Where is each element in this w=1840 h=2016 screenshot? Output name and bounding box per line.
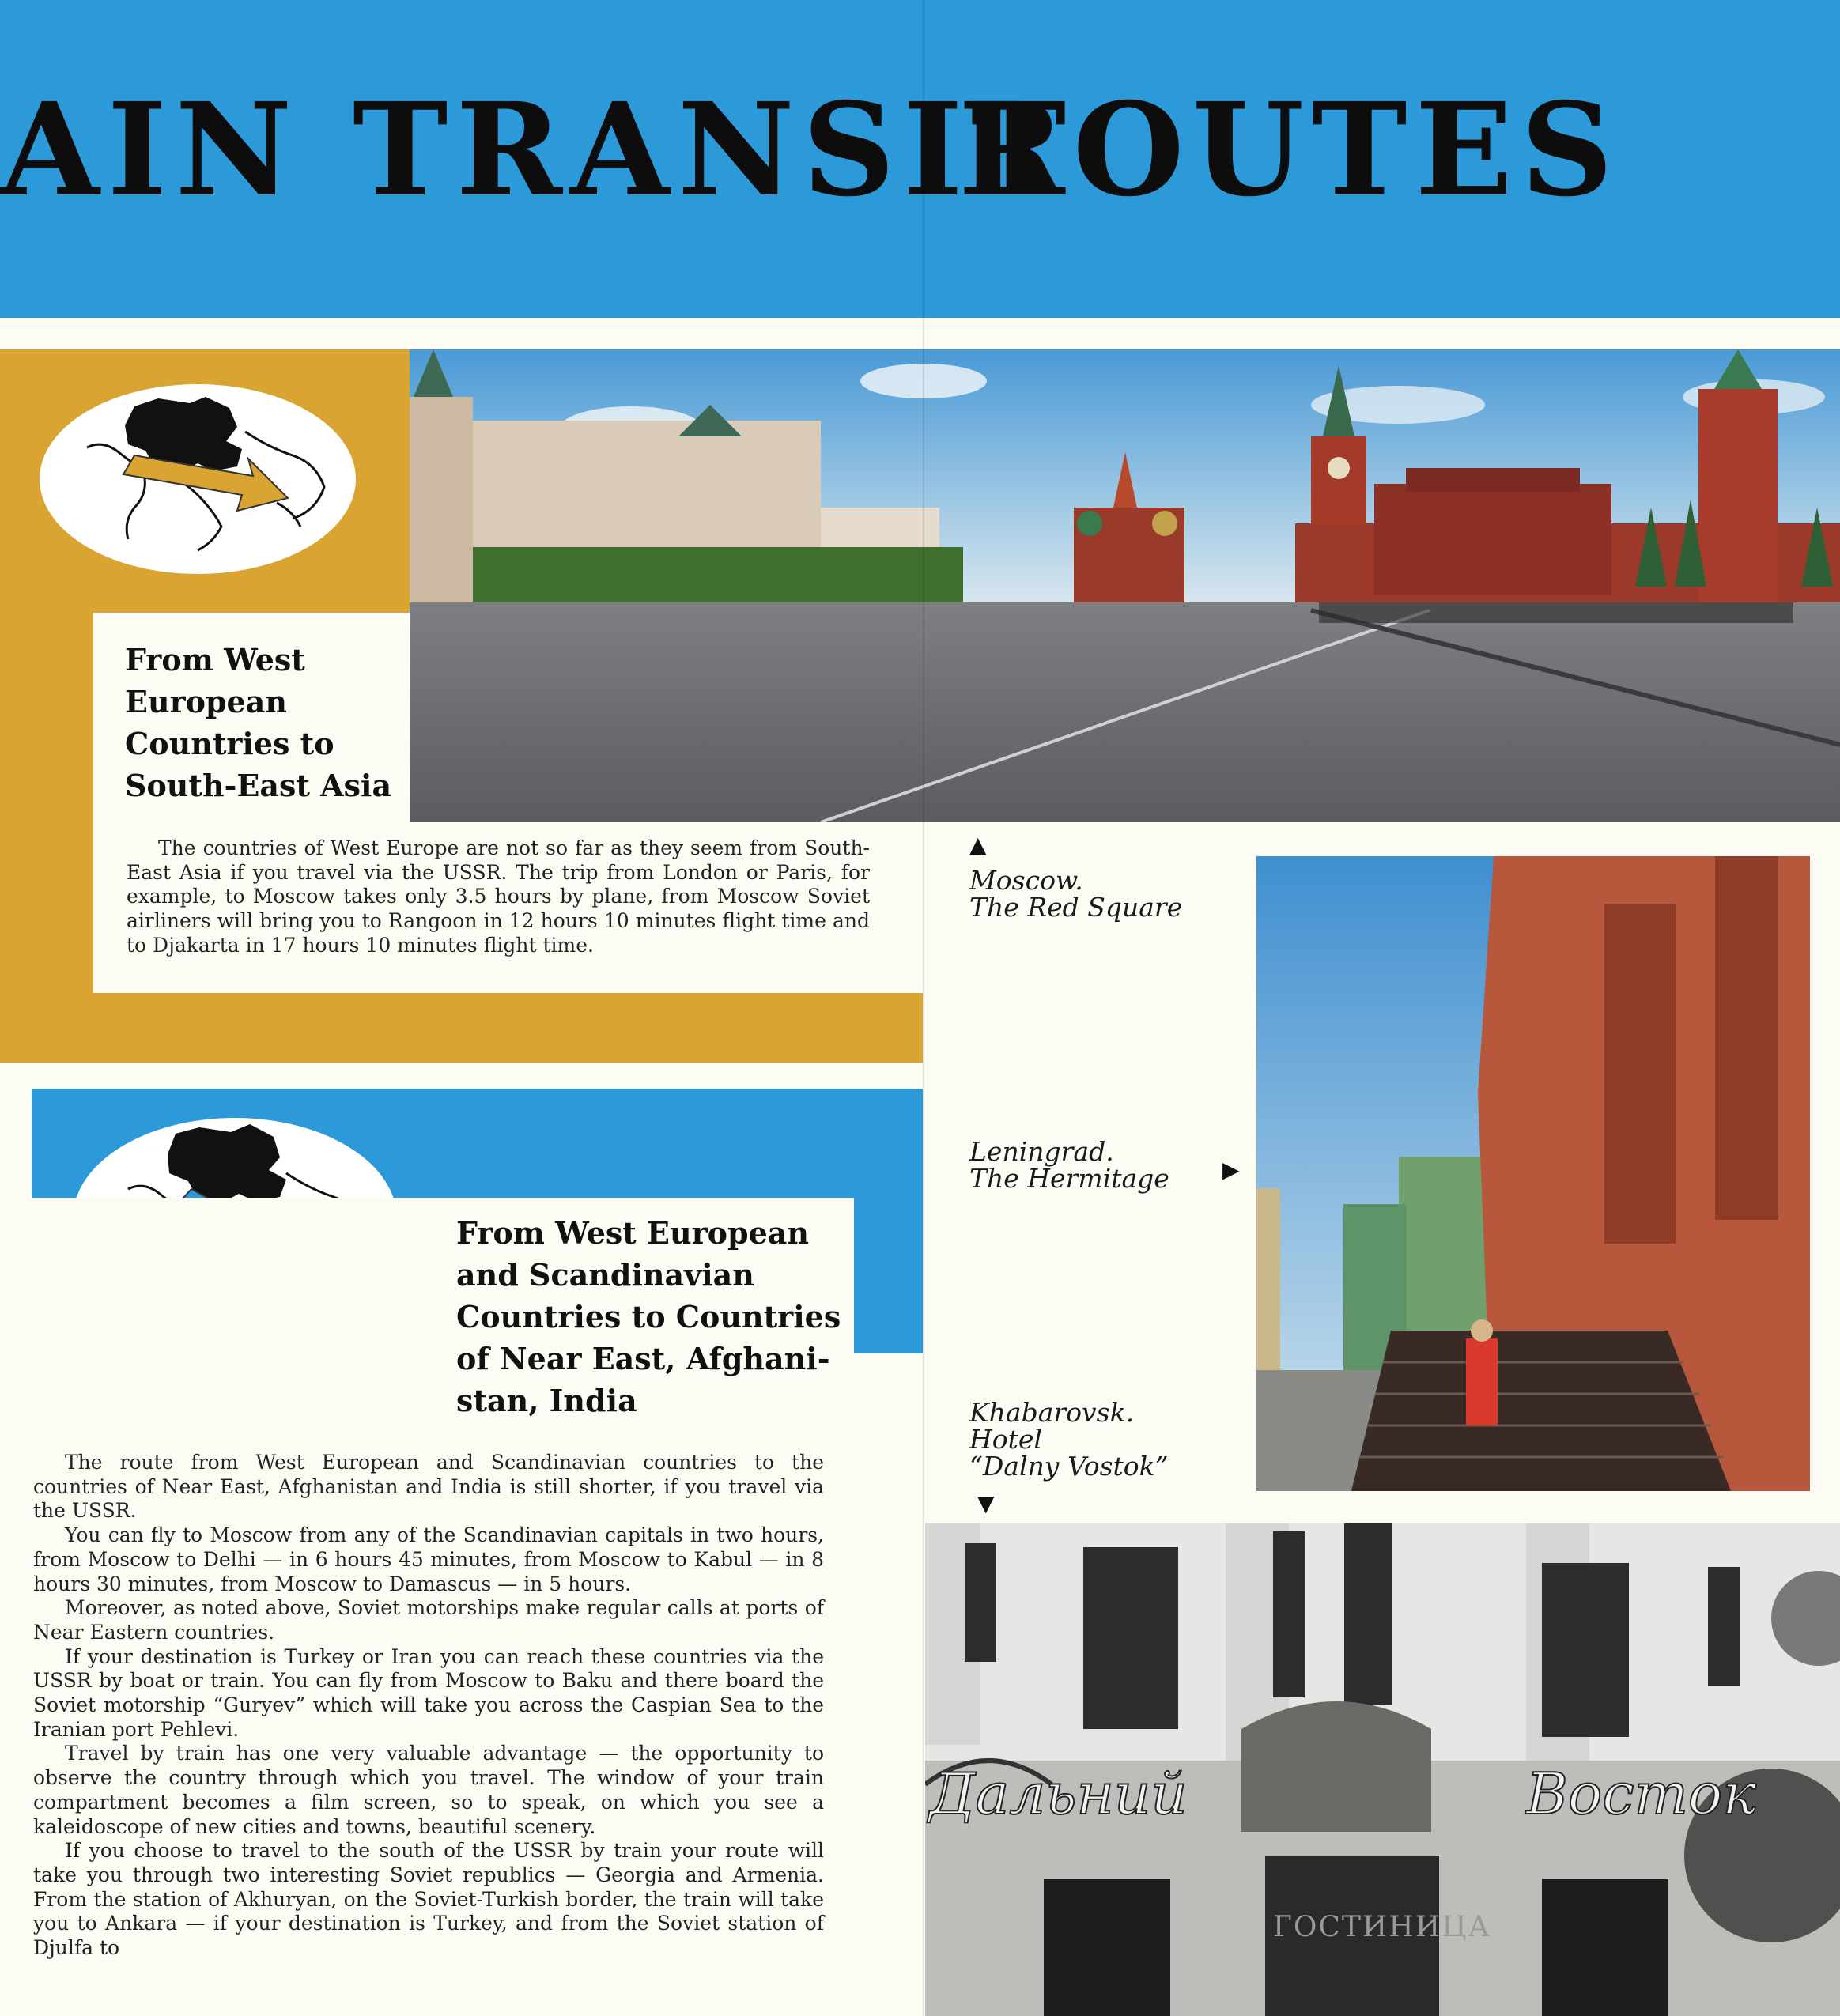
hermitage-photo [1256,856,1810,1491]
heading-line: South-East Asia [125,768,392,803]
title-part-1: AIN TRANSIT [0,75,1075,225]
paragraph: If you choose to travel to the south of the USSR by train your route will take you through two interesting Soviet republics — Georgia and Armenia. From the station of Akhuryan, on the Soviet-Turkish border, the train will take you to Ankara — if your destination is Turkey, and from the Soviet station of Djulfa to [33,1839,824,1960]
world-map-arrow-icon [40,384,356,574]
caption-moscow [969,867,1182,921]
down-arrow-icon: ▼ [977,1490,995,1516]
heading-line: and Scandinavian [456,1257,754,1293]
caption-line: The Hermitage [969,1163,1169,1194]
heading-line: Countries to [125,726,334,761]
paragraph: Moreover, as noted above, Soviet motorships make regular calls at ports of Near Eastern countries. [33,1596,824,1644]
heading-line: From West European [456,1215,809,1251]
hotel-sign-right: Восток [1526,1761,1757,1827]
up-arrow-icon: ▲ [969,832,987,858]
section-1-heading [125,639,410,806]
caption-line: Leningrad. [969,1136,1114,1167]
section-2-heading [456,1212,852,1421]
caption-line: The Red Square [969,892,1183,923]
page-fold [923,0,924,2016]
caption-line: Moscow. [969,865,1083,896]
caption-line: Khabarovsk. [969,1397,1135,1428]
paragraph: Travel by train has one very valuable advantage — the opportunity to observe the country through which you travel. The window of your train compartment becomes a film screen, so to speak, on which you see a kaleidoscope of new cities and towns, beautiful scenery. [33,1742,824,1838]
caption-line: Hotel [969,1424,1042,1455]
right-arrow-icon: ▶ [1222,1157,1240,1183]
paragraph: The route from West European and Scandinavian countries to the countries of Near East, Afghanistan and India is still shorter, if you travel via the USSR. [33,1451,824,1523]
caption-line: “Dalny Vostok” [969,1451,1169,1482]
heading-line: of Near East, Afghani- [456,1341,830,1376]
page-title [0,75,1840,233]
paragraph: If your destination is Turkey or Iran you can reach these countries via the USSR by boat or train. You can fly from Moscow to Baku and there board the Soviet motorship “Guryev” which will take you across the Caspian Sea to the Iranian port Pehlevi. [33,1644,824,1741]
caption-khabarovsk [969,1399,1169,1480]
section-1-body: The countries of West Europe are not so far as they seem from South-East Asia if you travel via the USSR. The trip from London or Paris, for example, to Moscow takes only 3.5 hours by plane, from Moscow Soviet airliners will bring you to Rangoon in 12 hours 10 minutes flight time and to Djakarta in 17 hours 10 minutes flight time. [127,836,870,957]
caption-leningrad [969,1138,1169,1192]
red-square-photo [410,349,1840,822]
title-part-2: ROUTES [958,75,1622,225]
hotel-sign-left: Дальний [929,1761,1188,1827]
hotel-entrance-sign: ГОСТИНИЦА [1273,1911,1491,1943]
heading-line: From West [125,642,305,678]
paragraph: You can fly to Moscow from any of the Scandinavian capitals in two hours, from Moscow to Delhi — in 6 hours 45 minutes, from Moscow to Kabul — in 8 hours 30 minutes, from Moscow to Damascus — in 5 hours. [33,1523,824,1595]
heading-line: Countries to Countries [456,1299,841,1335]
heading-line: European [125,684,287,719]
hotel-dalny-vostok-photo [925,1523,1840,2016]
heading-line: stan, India [456,1383,637,1418]
section-2-body [33,1451,824,1961]
